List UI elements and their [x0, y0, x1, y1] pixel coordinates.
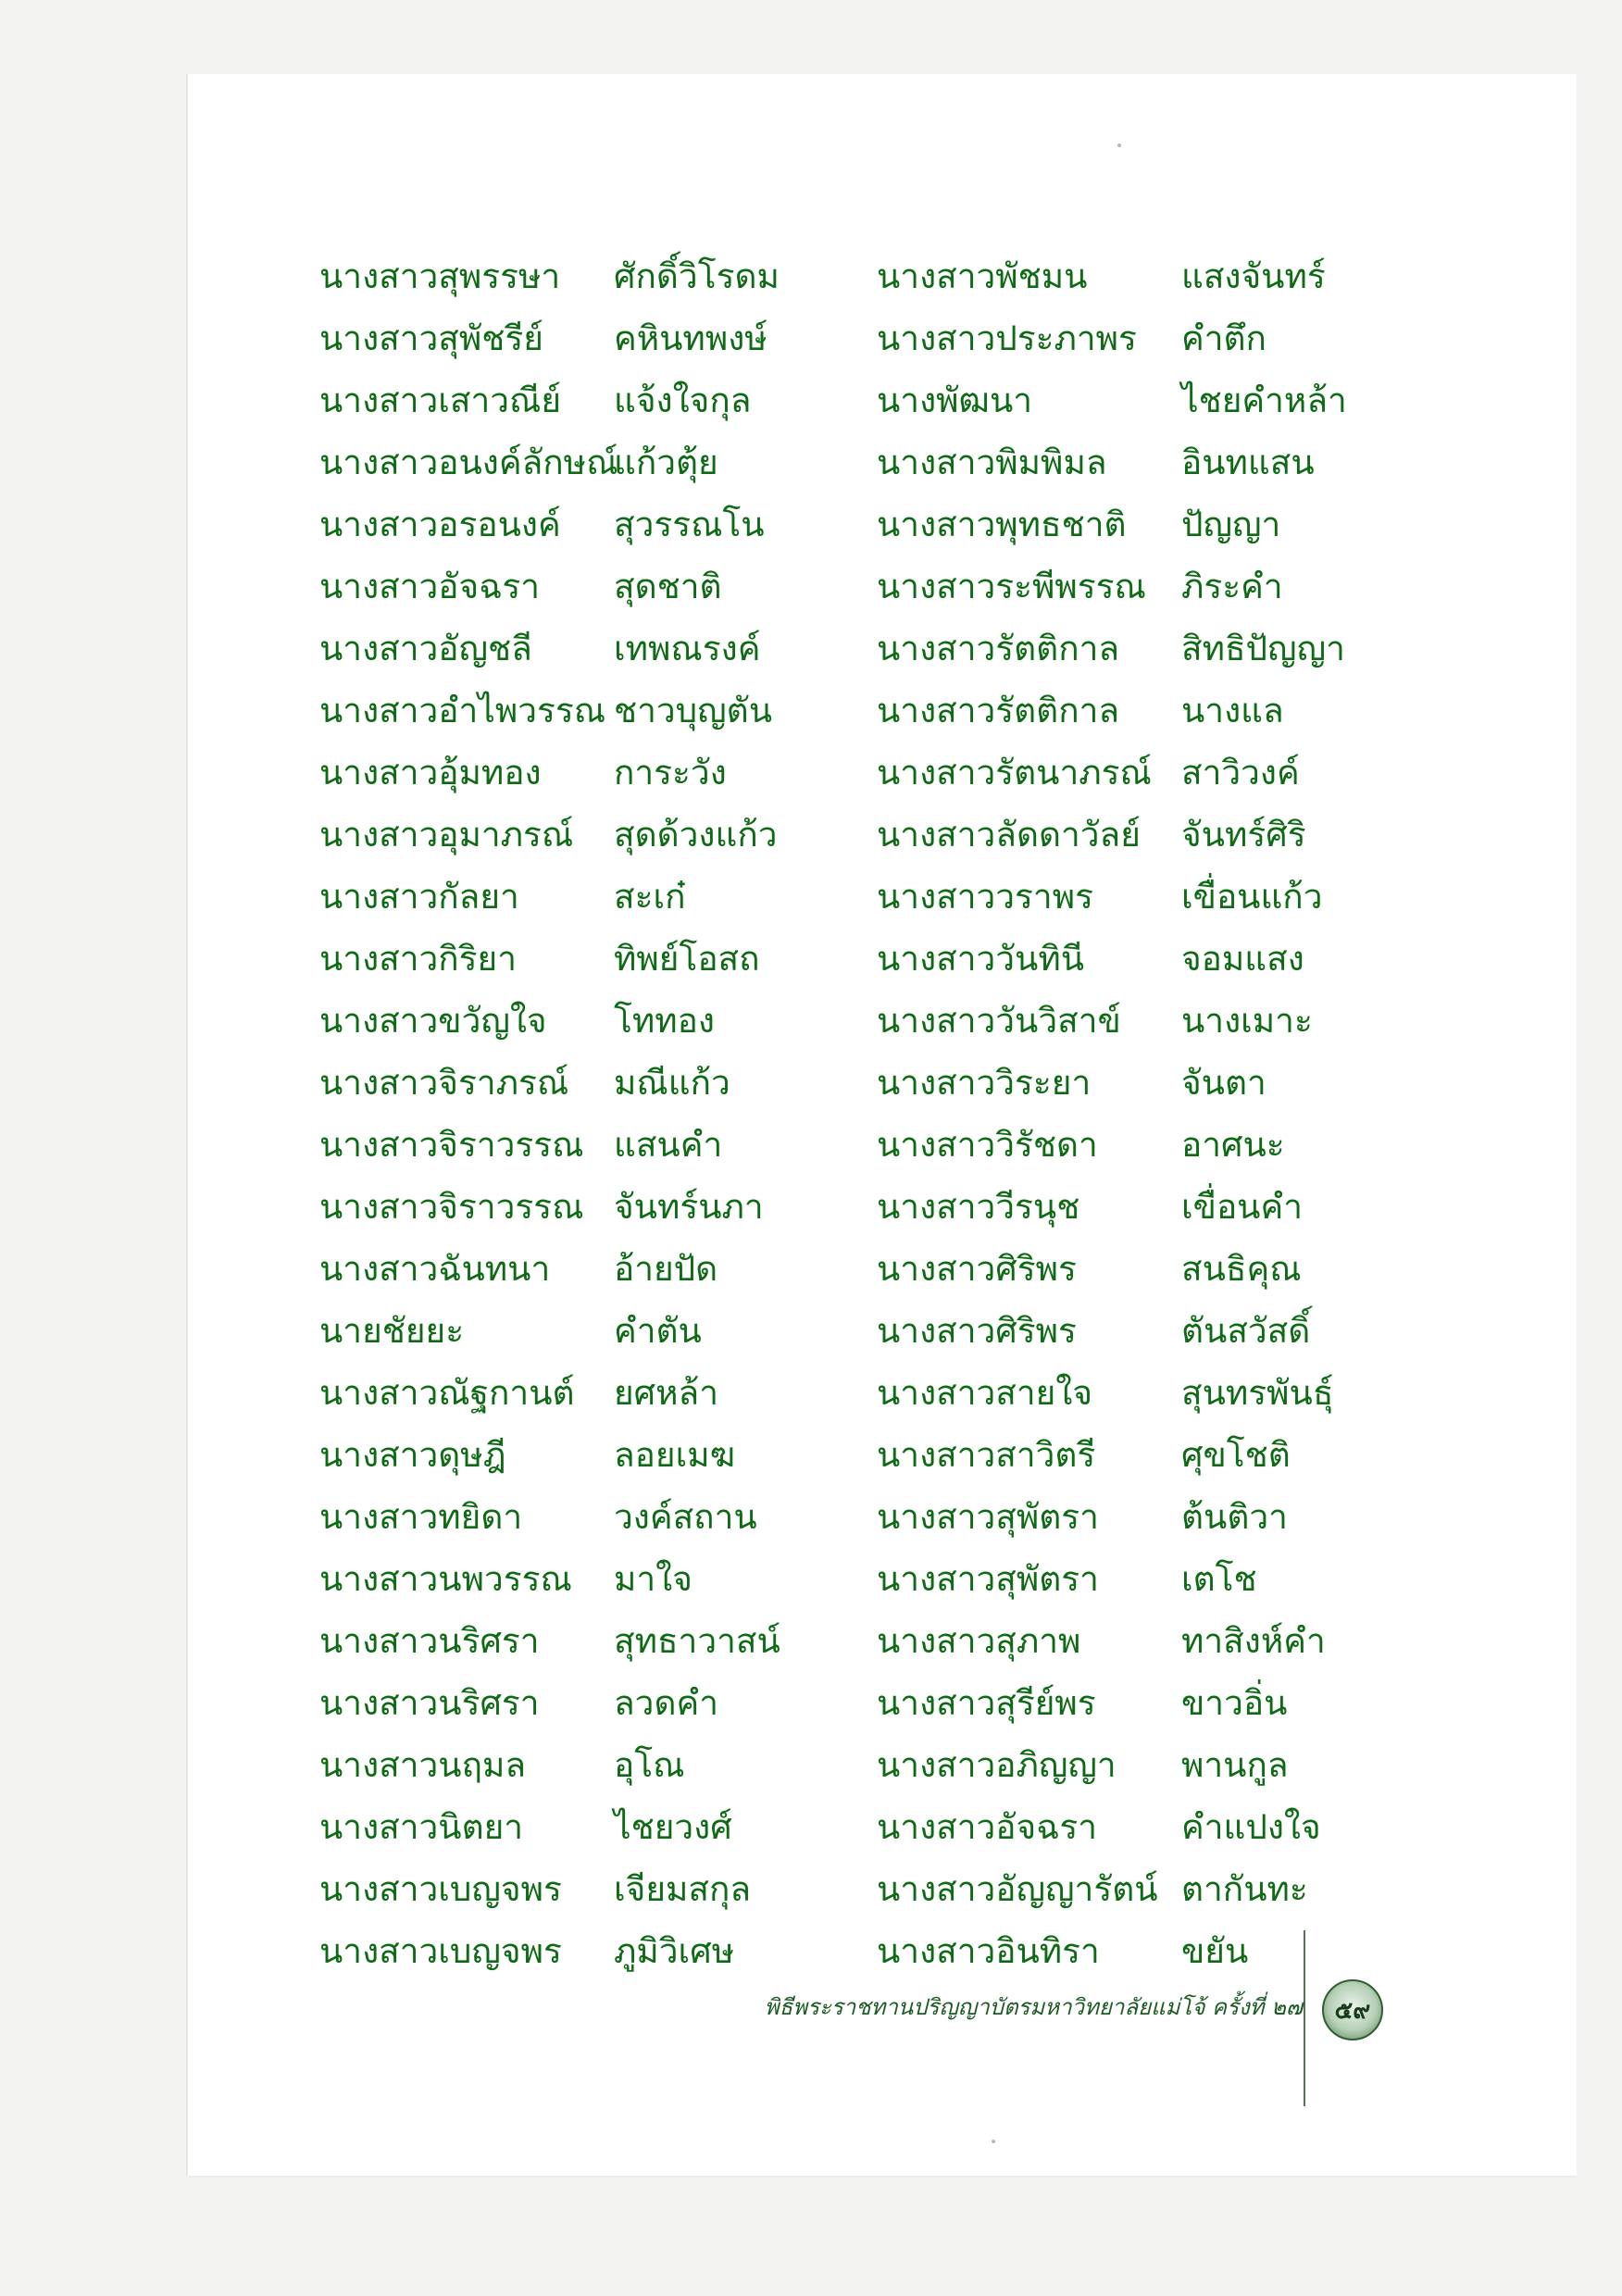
- surname-left: ไชยวงศ์: [614, 1807, 732, 1847]
- name-row: [319, 493, 1384, 555]
- surname-right: ศุขโชติ: [1181, 1435, 1291, 1475]
- name-row: [319, 245, 1384, 307]
- name-row: [319, 1920, 1384, 1982]
- name-row: [319, 1548, 1384, 1610]
- name-row: [319, 369, 1384, 431]
- first-name-right: นางสาวรัตติกาล: [877, 629, 1120, 668]
- first-name-left: นางสาวเบญจพร: [319, 1931, 562, 1971]
- first-name-right: นางสาวอัญญารัตน์: [877, 1869, 1158, 1909]
- first-name-left: นายชัยยะ: [319, 1311, 465, 1351]
- first-name-left: นางสาวจิราวรรณ: [319, 1187, 584, 1227]
- first-name-right: นางสาวสาวิตรี: [877, 1435, 1096, 1475]
- surname-right: สิทธิปัญญา: [1181, 629, 1345, 668]
- surname-left: ศักดิ์วิโรดม: [614, 256, 780, 296]
- surname-right: เตโช: [1181, 1559, 1257, 1599]
- surname-left: การะวัง: [614, 753, 727, 792]
- first-name-left: นางสาวอำไพวรรณ: [319, 691, 606, 730]
- surname-left: แสนคำ: [614, 1125, 723, 1165]
- surname-right: สาวิวงค์: [1181, 753, 1300, 792]
- first-name-right: นางสาวประภาพร: [877, 318, 1137, 358]
- surname-right: นางเมาะ: [1181, 1001, 1313, 1041]
- surname-right: ต้นติวา: [1181, 1497, 1288, 1537]
- first-name-left: นางสาวกิริยา: [319, 939, 518, 979]
- first-name-left: นางสาวนพวรรณ: [319, 1559, 572, 1599]
- first-name-right: นางสาวรัตนาภรณ์: [877, 753, 1152, 792]
- footer-divider: [1304, 1930, 1305, 2106]
- surname-left: สุดชาติ: [614, 567, 722, 606]
- surname-right: ตันสวัสดิ์: [1181, 1311, 1311, 1351]
- first-name-left: นางสาวจิราวรรณ: [319, 1125, 584, 1165]
- first-name-right: นางสาววันวิสาข์: [877, 1001, 1121, 1041]
- name-row: [319, 618, 1384, 680]
- surname-right: พานกูล: [1181, 1745, 1289, 1785]
- first-name-left: นางสาวกัลยา: [319, 877, 519, 917]
- first-name-left: นางสาวเสาวณีย์: [319, 381, 562, 420]
- surname-right: ปัญญา: [1181, 505, 1281, 544]
- first-name-right: นางสาววันทินี: [877, 939, 1085, 979]
- first-name-right: นางสาวศิริพร: [877, 1311, 1077, 1351]
- surname-left: โททอง: [614, 1001, 715, 1041]
- surname-right: ทาสิงห์คำ: [1181, 1621, 1326, 1661]
- surname-right: จันทร์ศิริ: [1181, 815, 1306, 855]
- surname-left: แจ้งใจกุล: [614, 381, 752, 420]
- surname-left: สะเก๋: [614, 877, 686, 917]
- name-row: [319, 804, 1384, 866]
- first-name-left: นางสาวสุพัชรีย์: [319, 318, 543, 358]
- name-row: [319, 1052, 1384, 1114]
- first-name-left: นางสาวนฤมล: [319, 1745, 527, 1785]
- surname-left: แก้วตุ้ย: [614, 443, 718, 482]
- surname-right: คำตึก: [1181, 318, 1266, 358]
- surname-right: อินทแสน: [1181, 443, 1315, 482]
- graduate-name-list: [319, 245, 1384, 1982]
- surname-right: สนธิคุณ: [1181, 1249, 1302, 1289]
- surname-left: มณีแก้ว: [614, 1063, 730, 1103]
- name-row: [319, 1238, 1384, 1300]
- first-name-right: นางสาวรัตติกาล: [877, 691, 1120, 730]
- first-name-left: นางสาวฉันทนา: [319, 1249, 551, 1289]
- first-name-left: นางสาวอัญชลี: [319, 629, 532, 668]
- first-name-right: นางสาววิระยา: [877, 1063, 1092, 1103]
- first-name-left: นางสาวนิตยา: [319, 1807, 524, 1847]
- first-name-left: นางสาวอัจฉรา: [319, 567, 541, 606]
- first-name-right: นางสาวศิริพร: [877, 1249, 1077, 1289]
- surname-left: อ้ายปัด: [614, 1249, 718, 1289]
- first-name-right: นางสาวลัดดาวัลย์: [877, 815, 1141, 855]
- name-row: [319, 1176, 1384, 1238]
- first-name-left: นางสาวทยิดา: [319, 1497, 523, 1537]
- surname-left: คหินทพงษ์: [614, 318, 767, 358]
- surname-left: ชาวบุญตัน: [614, 691, 772, 730]
- name-row: [319, 1362, 1384, 1424]
- name-row: [319, 1734, 1384, 1796]
- surname-left: ลอยเมฆ: [614, 1435, 736, 1475]
- surname-left: เจียมสกุล: [614, 1869, 752, 1909]
- name-row: [319, 555, 1384, 618]
- first-name-right: นางสาวพิมพิมล: [877, 443, 1107, 482]
- name-row: [319, 866, 1384, 928]
- surname-right: ขยัน: [1181, 1931, 1249, 1971]
- surname-left: ลวดคำ: [614, 1683, 719, 1723]
- surname-left: สุทธาวาสน์: [614, 1621, 780, 1661]
- surname-left: อุโณ: [614, 1745, 685, 1785]
- first-name-right: นางสาวสุภาพ: [877, 1621, 1081, 1661]
- surname-right: คำแปงใจ: [1181, 1807, 1321, 1847]
- first-name-left: นางสาวอนงค์ลักษณ์: [319, 443, 618, 482]
- first-name-left: นางสาวอุมาภรณ์: [319, 815, 574, 855]
- name-row: [319, 1610, 1384, 1672]
- surname-left: จันทร์นภา: [614, 1187, 764, 1227]
- first-name-right: นางสาววีรนุช: [877, 1187, 1080, 1227]
- surname-right: ภิระคำ: [1181, 567, 1283, 606]
- name-row: [319, 307, 1384, 369]
- name-row: [319, 742, 1384, 804]
- surname-left: วงค์สถาน: [614, 1497, 757, 1537]
- surname-right: ขาวอิ่น: [1181, 1683, 1288, 1723]
- first-name-left: นางสาวขวัญใจ: [319, 1001, 547, 1041]
- page-number-badge: ๕๙: [1322, 1979, 1383, 2040]
- surname-right: จอมแสง: [1181, 939, 1304, 979]
- name-row: [319, 1300, 1384, 1362]
- name-row: [319, 1672, 1384, 1734]
- scan-speck: [992, 2140, 995, 2143]
- first-name-right: นางสาวระพีพรรณ: [877, 567, 1146, 606]
- name-row: [319, 928, 1384, 990]
- surname-right: ตากันทะ: [1181, 1869, 1308, 1909]
- surname-left: ภูมิวิเศษ: [614, 1931, 735, 1971]
- first-name-left: นางสาวเบญจพร: [319, 1869, 562, 1909]
- surname-left: มาใจ: [614, 1559, 692, 1599]
- first-name-left: นางสาวอุ้มทอง: [319, 753, 542, 792]
- first-name-right: นางสาวพุทธชาติ: [877, 505, 1127, 544]
- name-row: [319, 1486, 1384, 1548]
- surname-right: ไชยคำหล้า: [1181, 381, 1347, 420]
- first-name-left: นางสาวนริศรา: [319, 1621, 540, 1661]
- first-name-right: นางพัฒนา: [877, 381, 1033, 420]
- name-row: [319, 1114, 1384, 1176]
- surname-left: คำตัน: [614, 1311, 702, 1351]
- name-row: [319, 990, 1384, 1052]
- first-name-left: นางสาวจิราภรณ์: [319, 1063, 569, 1103]
- surname-right: เขื่อนแก้ว: [1181, 877, 1323, 917]
- first-name-right: นางสาวอัจฉรา: [877, 1807, 1098, 1847]
- surname-right: สุนทรพันธุ์: [1181, 1373, 1334, 1413]
- surname-right: จันตา: [1181, 1063, 1266, 1103]
- first-name-right: นางสาวสุพัตรา: [877, 1497, 1099, 1537]
- surname-left: เทพณรงค์: [614, 629, 761, 668]
- first-name-left: นางสาวดุษฎี: [319, 1435, 506, 1475]
- surname-left: ทิพย์โอสถ: [614, 939, 760, 979]
- first-name-left: นางสาวอรอนงค์: [319, 505, 561, 544]
- name-row: [319, 431, 1384, 493]
- first-name-right: นางสาวสายใจ: [877, 1373, 1093, 1413]
- surname-right: แสงจันทร์: [1181, 256, 1326, 296]
- name-row: [319, 1858, 1384, 1920]
- first-name-right: นางสาวสุพัตรา: [877, 1559, 1099, 1599]
- first-name-left: นางสาวสุพรรษา: [319, 256, 561, 296]
- surname-left: สุวรรณโน: [614, 505, 765, 544]
- first-name-right: นางสาวอินทิรา: [877, 1931, 1100, 1971]
- name-row: [319, 1796, 1384, 1858]
- footer-caption: พิธีพระราชทานปริญญาบัตรมหาวิทยาลัยแม่โจ้ ครั้งที่ ๒๗: [764, 1994, 1303, 2020]
- first-name-left: นางสาวณัฐกานต์: [319, 1373, 575, 1413]
- first-name-right: นางสาวสุรีย์พร: [877, 1683, 1096, 1723]
- surname-right: นางแล: [1181, 691, 1284, 730]
- first-name-left: นางสาวนริศรา: [319, 1683, 540, 1723]
- surname-right: อาศนะ: [1181, 1125, 1285, 1165]
- scan-speck: [1117, 144, 1121, 147]
- surname-right: เขื่อนคำ: [1181, 1187, 1303, 1227]
- surname-left: ยศหล้า: [614, 1373, 719, 1413]
- name-row: [319, 680, 1384, 742]
- name-row: [319, 1424, 1384, 1486]
- first-name-right: นางสาววราพร: [877, 877, 1093, 917]
- first-name-right: นางสาวพัชมน: [877, 256, 1088, 296]
- first-name-right: นางสาววิรัชดา: [877, 1125, 1098, 1165]
- first-name-right: นางสาวอภิญญา: [877, 1745, 1117, 1785]
- surname-left: สุดด้วงแก้ว: [614, 815, 778, 855]
